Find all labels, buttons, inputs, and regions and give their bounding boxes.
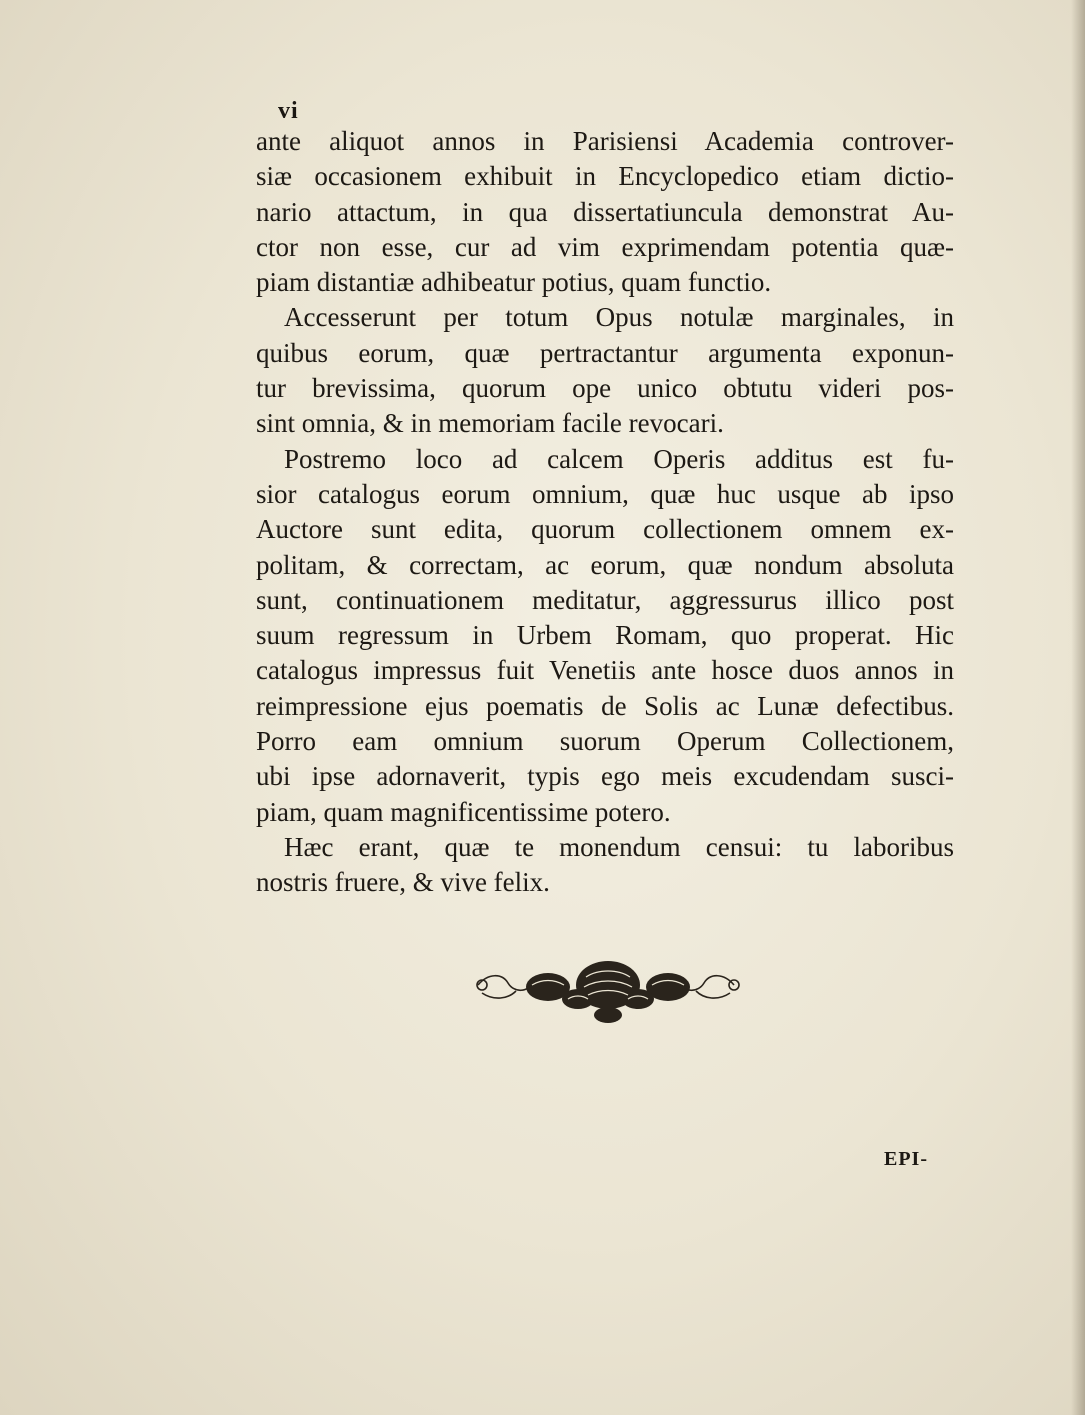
text-line: ubi ipse adornaverit, typis ego meis excudendam susci- bbox=[256, 761, 954, 792]
text-line: sior catalogus eorum omnium, quæ huc usque ab ipso bbox=[256, 478, 954, 509]
text-line: Postremo loco ad calcem Operis additus est fu- bbox=[284, 443, 954, 474]
text-line: Hæc erant, quæ te monendum censui: tu laboribus bbox=[284, 831, 954, 862]
text-line: tur brevissima, quorum ope unico obtutu videri pos- bbox=[256, 373, 954, 404]
text-line: Porro eam omnium suorum Operum Collectionem, bbox=[256, 726, 954, 757]
text-line: nostris fruere, & vive felix. bbox=[256, 867, 550, 898]
text-line: piam distantiæ adhibeatur potius, quam functio. bbox=[256, 267, 772, 298]
tailpiece-ornament-icon bbox=[468, 955, 748, 1027]
text-line: ante aliquot annos in Parisiensi Academia controver- bbox=[256, 126, 954, 156]
text-line: Accesserunt per totum Opus notulæ marginales, in bbox=[284, 302, 954, 333]
page-edge-shadow bbox=[1071, 0, 1085, 1415]
text-line: sint omnia, & in memoriam facile revocari. bbox=[256, 408, 724, 439]
text-line: nario attactum, in qua dissertatiuncula demonstrat Au- bbox=[256, 196, 954, 227]
page-number: vi bbox=[278, 98, 299, 124]
text-line: quibus eorum, quæ pertractantur argumenta exponun- bbox=[256, 337, 954, 368]
text-line: sunt, continuationem meditatur, aggressurus illico post bbox=[256, 584, 954, 615]
text-line: politam, & correctam, ac eorum, quæ nondum absoluta bbox=[256, 549, 954, 580]
text-line: ctor non esse, cur ad vim exprimendam potentia quæ- bbox=[256, 231, 954, 262]
text-line: piam, quam magnificentissime potero. bbox=[256, 796, 671, 827]
text-line: catalogus impressus fuit Venetiis ante hosce duos annos in bbox=[256, 655, 954, 686]
text-line: reimpressione ejus poematis de Solis ac Lunæ defectibus. bbox=[256, 690, 954, 721]
text-line: suum regressum in Urbem Romam, quo properat. Hic bbox=[256, 620, 954, 651]
text-line: Auctore sunt edita, quorum collectionem omnem ex- bbox=[256, 514, 954, 545]
body-text bbox=[256, 124, 954, 901]
catchword: EPI- bbox=[884, 1148, 928, 1170]
text-line: siæ occasionem exhibuit in Encyclopedico etiam dictio- bbox=[256, 161, 954, 192]
